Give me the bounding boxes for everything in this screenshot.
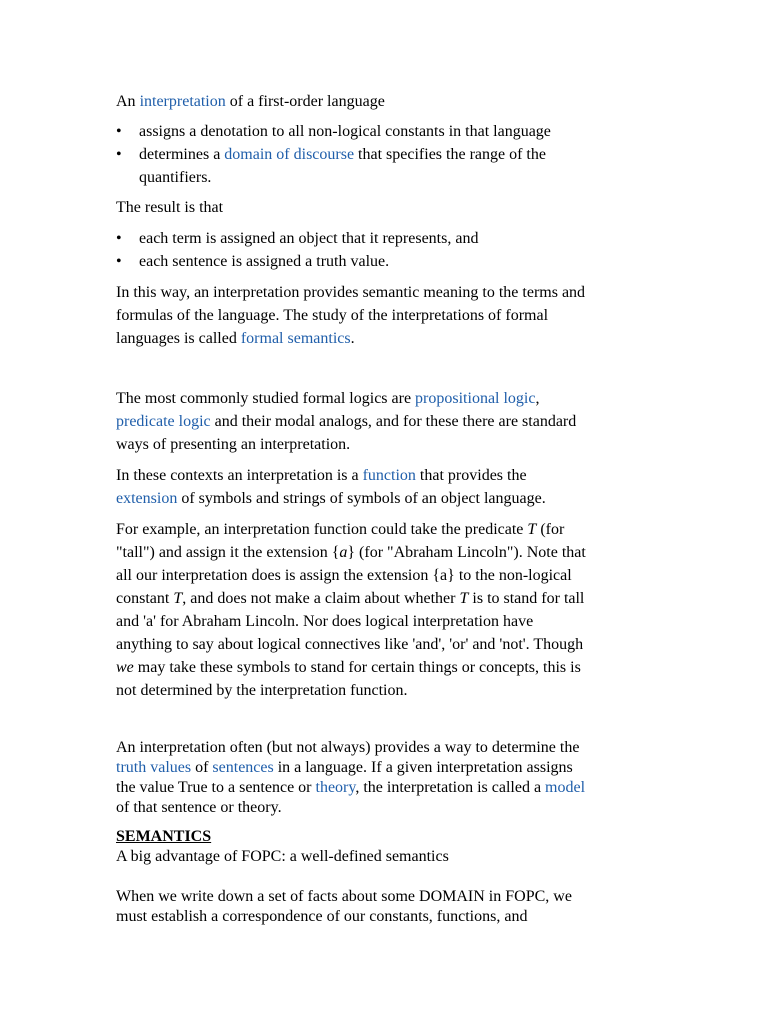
math-symbol: T <box>527 521 537 538</box>
text: that provides the <box>415 467 527 484</box>
text: formulas of the language. The study of the interpretations of formal <box>116 307 549 324</box>
text: may take these symbols to stand for certain things or concepts, this is <box>133 659 581 676</box>
result-heading: The result is that <box>116 199 224 216</box>
list-item-text: assigns a denotation to all non-logical constants in that language <box>139 123 551 140</box>
text: all our interpretation does is assign the extension {a} to the non-logical <box>116 567 572 584</box>
text: anything to say about logical connectives like 'and', 'or' and 'not'. Though <box>116 636 584 653</box>
text: determines a <box>139 146 225 163</box>
link-model[interactable]: model <box>545 779 586 796</box>
text: When we write down a set of facts about some DOMAIN in FOPC, we <box>116 888 572 905</box>
link-theory[interactable]: theory <box>315 779 356 796</box>
interpretation-list <box>116 120 646 189</box>
bullet-icon: • <box>116 230 122 247</box>
text: of <box>191 759 213 776</box>
text: is to stand for tall <box>468 590 585 607</box>
intro-paragraph <box>116 90 656 113</box>
text: An <box>116 93 140 110</box>
contexts-paragraph <box>116 464 656 510</box>
text: we <box>116 659 134 676</box>
text: , <box>535 390 540 407</box>
formal-logics-paragraph <box>116 387 656 456</box>
bullet-icon: • <box>116 253 122 270</box>
semantics-section <box>116 827 656 867</box>
text: . <box>350 330 355 347</box>
link-sentences[interactable]: sentences <box>212 759 274 776</box>
link-domain-of-discourse[interactable]: domain of discourse <box>224 146 355 163</box>
result-list <box>116 227 646 273</box>
list-item <box>116 227 646 250</box>
text: The most commonly studied formal logics are <box>116 390 416 407</box>
text: An interpretation often (but not always) provides a way to determine the <box>116 739 580 756</box>
list-item <box>116 250 646 273</box>
link-extension[interactable]: extension <box>116 490 178 507</box>
text: "tall") and assign it the extension { <box>116 544 340 561</box>
text: In these contexts an interpretation is a <box>116 467 363 484</box>
math-symbol: a <box>339 544 348 561</box>
semantic-meaning-paragraph <box>116 281 656 350</box>
text: in a language. If a given interpretation assigns <box>273 759 573 776</box>
section-heading: SEMANTICS <box>116 828 212 845</box>
text: of symbols and strings of symbols of an object language. <box>177 490 546 507</box>
link-truth-values[interactable]: truth values <box>116 759 192 776</box>
text: In this way, an interpretation provides semantic meaning to the terms and <box>116 284 586 301</box>
text: and their modal analogs, and for these there are standard <box>210 413 577 430</box>
text: , the interpretation is called a <box>355 779 546 796</box>
domain-paragraph <box>116 887 656 927</box>
text: ways of presenting an interpretation. <box>116 436 351 453</box>
text: (for <box>536 521 565 538</box>
text: languages is called <box>116 330 241 347</box>
text: quantifiers. <box>139 169 212 186</box>
text: , and does not make a claim about whether <box>182 590 460 607</box>
list-item-text: each term is assigned an object that it represents, and <box>139 230 479 247</box>
text: } (for "Abraham Lincoln"). Note that <box>347 544 586 561</box>
text: and 'a' for Abraham Lincoln. Nor does logical interpretation have <box>116 613 534 630</box>
link-formal-semantics[interactable]: formal semantics <box>240 330 351 347</box>
text: that specifies the range of the <box>354 146 546 163</box>
text: A big advantage of FOPC: a well-defined semantics <box>116 848 449 865</box>
list-item <box>116 143 646 189</box>
list-item-text: each sentence is assigned a truth value. <box>139 253 390 270</box>
link-function[interactable]: function <box>362 467 416 484</box>
link-predicate-logic[interactable]: predicate logic <box>116 413 211 430</box>
truth-values-paragraph <box>116 738 656 818</box>
example-paragraph <box>116 518 656 702</box>
text: must establish a correspondence of our constants, functions, and <box>116 908 528 925</box>
math-symbol: T <box>173 590 183 607</box>
link-interpretation[interactable]: interpretation <box>139 93 226 110</box>
math-symbol: T <box>459 590 469 607</box>
text: For example, an interpretation function could take the predicate <box>116 521 528 538</box>
text: of that sentence or theory. <box>116 799 282 816</box>
text: of a first-order language <box>225 93 385 110</box>
text: not determined by the interpretation function. <box>116 682 408 699</box>
bullet-icon: • <box>116 123 122 140</box>
list-item <box>116 120 646 143</box>
text: the value True to a sentence or <box>116 779 316 796</box>
text: constant <box>116 590 174 607</box>
link-propositional-logic[interactable]: propositional logic <box>415 390 536 407</box>
bullet-icon: • <box>116 146 122 163</box>
